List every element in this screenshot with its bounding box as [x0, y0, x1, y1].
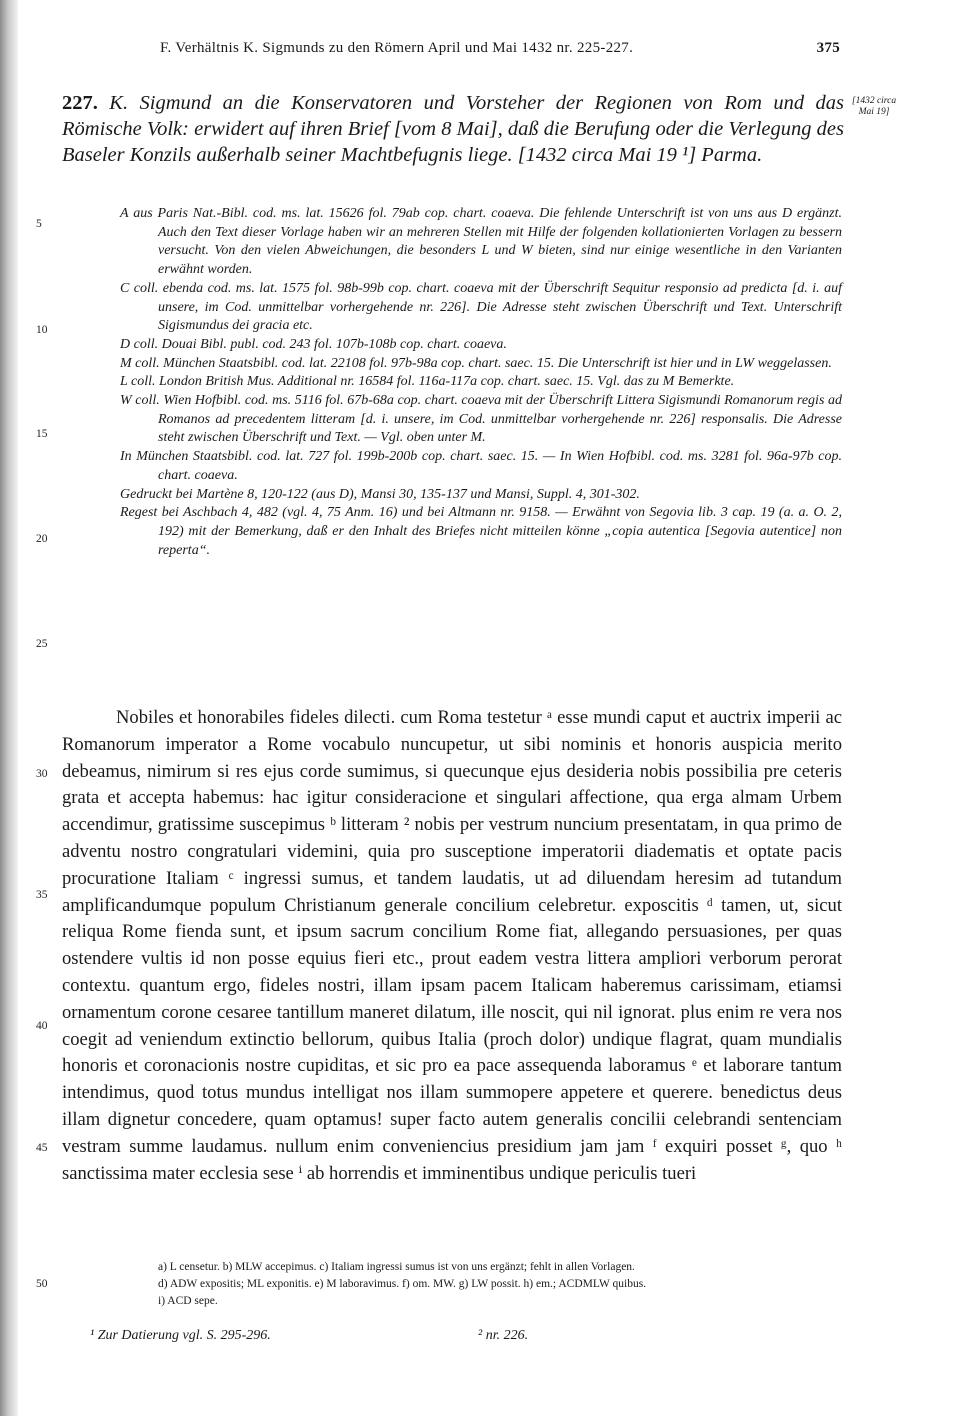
line-number: 30 [36, 768, 48, 780]
line-number: 25 [36, 638, 48, 650]
document-title-text: K. Sigmund an die Konservatoren und Vorsteher der Regionen von Rom und das Römische Volk: erwidert auf ihren Brief [vom 8 Mai], daß die Berufung oder die Verlegung des Baseler Konzils außerhalb seiner Machtbefugnis liege. [1432 circa Mai 19 ¹] Parma. [62, 92, 844, 166]
book-spine-shadow [0, 0, 18, 1416]
variant-line: i) ACD sepe. [158, 1295, 218, 1307]
document-title [62, 90, 844, 168]
apparatus-entry: Regest bei Aschbach 4, 482 (vgl. 4, 75 Anm. 16) und bei Altmann nr. 9158. — Erwähnt von Segovia lib. 3 cap. 19 (a. a. O. 2, 192) mit der Bemerkung, daß er den Inhalt des Briefes nicht mitteilen könne „copia autentica [Segovia autentice] non reperta“. [120, 505, 842, 558]
line-number: 5 [36, 218, 42, 230]
line-number: 20 [36, 533, 48, 545]
footnote-1: ¹ Zur Datierung vgl. S. 295-296. [90, 1328, 271, 1343]
date-sidenote: [1432 circa Mai 19] [851, 96, 897, 117]
line-number: 35 [36, 889, 48, 901]
line-number: 10 [36, 324, 48, 336]
apparatus-entry: L coll. London British Mus. Additional nr. 16584 fol. 116a-117a cop. chart. saec. 15. Vgl. das zu M Bemerkte. [120, 374, 735, 390]
apparatus-entry: Gedruckt bei Martène 8, 120-122 (aus D), Mansi 30, 135-137 und Mansi, Suppl. 4, 301-302. [120, 486, 640, 502]
running-header [160, 40, 840, 57]
main-latin-text [62, 705, 842, 1187]
apparatus-entry: W coll. Wien Hofbibl. cod. ms. 5116 fol. 67b-68a cop. chart. coaeva mit der Überschrift Littera Sigismundi Romanorum regis ad Romanos ad precedentem litteram [d. i. unsere, im Cod. unmittelbar vorhergehende nr. 226] responsalis. Die Adresse steht zwischen Überschrift und Text. — Vgl. oben unter M. [120, 393, 842, 446]
apparatus-entry: D coll. Douai Bibl. publ. cod. 243 fol. 107b-108b cop. chart. coaeva. [120, 336, 507, 352]
running-title: F. Verhältnis K. Sigmunds zu den Römern April und Mai 1432 nr. 225-227. [160, 40, 634, 56]
apparatus-entry: M coll. München Staatsbibl. cod. lat. 22108 fol. 97b-98a cop. chart. saec. 15. Die Unterschrift ist hier und in LW weggelassen. [120, 355, 832, 371]
apparatus-entry: C coll. ebenda cod. ms. lat. 1575 fol. 98b-99b cop. chart. coaeva mit der Überschrift Sequitur responsio ad predicta [d. i. auf unsere, im Cod. unmittelbar vorhergehende nr. 226]. Die Adresse steht zwischen Überschrift und Text. Unterschrift Sigismundus dei gracia etc. [120, 280, 842, 334]
main-text-paragraph: Nobiles et honorabiles fideles dilecti. cum Roma testetur ᵃ esse mundi caput et auctrix imperii ac Romanorum imperator a Rome vocabulo nuncupetur, ut sibi nominis et honoris auspicia merito debeamus, nimirum si res ejus corde sumimus, si quecunque ejus desideria nobis possibilia pre ceteris grata et accepta habemus: hac igitur consideracione et singulari affectione, qua erga almam Urbem accendimur, gratissime suscepimus ᵇ litteram ² nobis per vestrum nuncium presentatam, in qua primo de adventu nostro congratulari videmini, quia pro susceptione imperatorii diadematis et optate pacis procuratione Italiam ᶜ ingressi sumus, et tandem laudatis, ut ad diluendam heresim ad tutandum amplificandumque populum Christianum generale concilium celebretur. exposcitis ᵈ tamen, ut, sicut reliqua Rome fienda sunt, et ipsum sacrum concilium Rome fiat, allegando persuasiones, per quas ostendere vultis id non posse equius fieri etc., prout eadem vestra littera ampliori verborum perorat contextu. quantum ergo, fideles nostri, illam ipsam pacem Italicam haberemus carissimam, etiamsi ornamentum corone cesaree tantillum maneret dilatum, ille noscit, qui nil ignorat. plus enim re vera nos coegit ad veniendum extinctio bellorum, quibus Italia (proch dolor) undique flagrat, quam mundialis honoris et coronacionis nostre cupiditas, et sic pro ea pace assequenda laboramus ᵉ et laborare tantum intendimus, quod totus mundus intelligat nos illam summopere appetere et querere. benedictus deus illam dignetur concedere, quam optamus! super facto autem generalis concilii celebrandi sentenciam vestram summe laudamus. nullum enim conveniencius presidium jam jam ᶠ exquiri posset ᵍ, quo ʰ sanctissima mater ecclesia sese ⁱ ab horrendis et imminentibus undique periculis tueri [62, 707, 842, 1184]
page-number: 375 [816, 40, 840, 56]
apparatus-entry: A aus Paris Nat.-Bibl. cod. ms. lat. 15626 fol. 79ab cop. chart. coaeva. Die fehlende Unterschrift ist von uns aus D ergänzt. Auch den Text dieser Vorlage haben wir an mehreren Stellen mit Hilfe der folgenden kollationierten Vorlagen zu bessern versucht. Von den vielen Abweichungen, die besonders L und W bieten, sind nur einige wesentliche in den Varianten erwähnt worden. [120, 206, 842, 278]
variant-notes [158, 1259, 844, 1310]
line-number: 15 [36, 428, 48, 440]
manuscript-apparatus [120, 205, 842, 560]
variant-line: a) L censetur. b) MLW accepimus. c) Italiam ingressi sumus ist von uns ergänzt; fehlt in allen Vorlagen. [158, 1261, 635, 1273]
footnote-2: ² nr. 226. [478, 1328, 529, 1343]
line-number: 40 [36, 1020, 48, 1032]
line-number: 50 [36, 1278, 48, 1290]
variant-line: d) ADW expositis; ML exponitis. e) M laboravimus. f) om. MW. g) LW possit. h) em.; ACDMLW quibus. [158, 1278, 647, 1290]
document-number: 227. [62, 92, 98, 114]
footnotes [90, 1328, 790, 1344]
line-number: 45 [36, 1142, 48, 1154]
apparatus-entry: In München Staatsbibl. cod. lat. 727 fol. 199b-200b cop. chart. saec. 15. — In Wien Hofbibl. cod. ms. 3281 fol. 96a-97b cop. chart. coaeva. [120, 449, 842, 483]
